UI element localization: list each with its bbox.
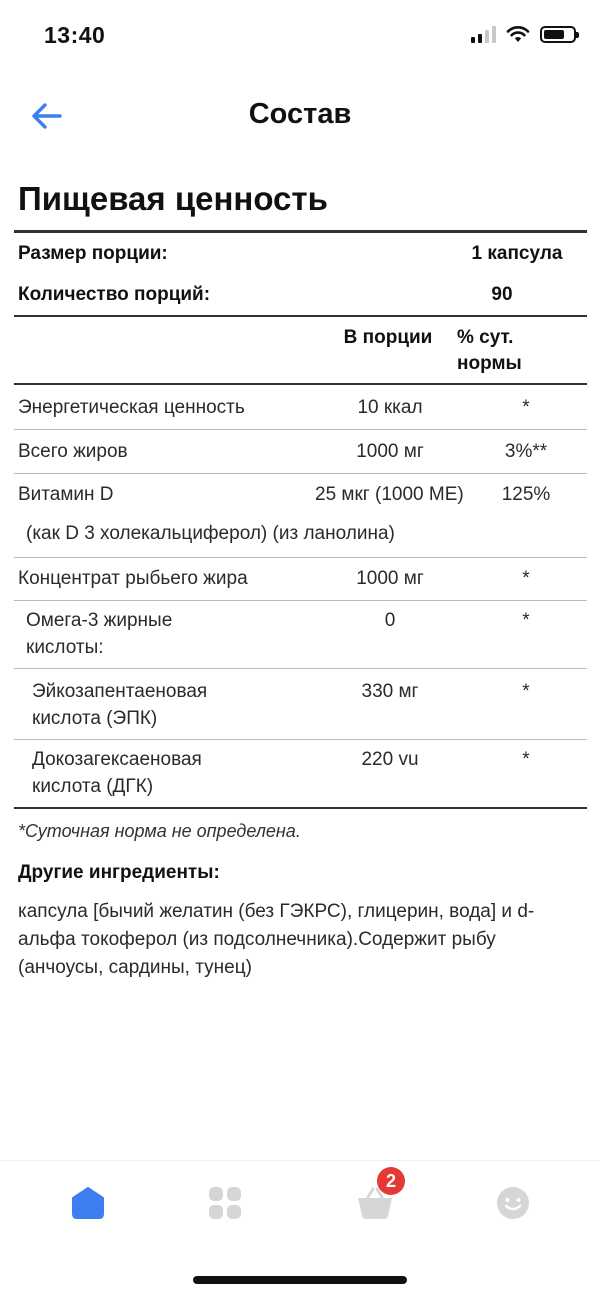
footnote: *Суточная норма не определена.: [18, 821, 301, 841]
table-row: [14, 601, 587, 668]
status-bar: [0, 0, 600, 72]
status-time: 13:40: [44, 22, 106, 48]
column-per-serving: В порции: [343, 327, 433, 348]
nutrient-name: Омега-3 жирные кислоты:: [26, 610, 173, 658]
serving-size-row: [14, 233, 587, 274]
tab-bar: [0, 1160, 600, 1246]
nutrient-amount: 0: [384, 610, 396, 631]
nutrient-amount: 330 мг: [361, 681, 419, 702]
profile-icon: [495, 1185, 531, 1221]
serving-size-value: 1 капсула: [471, 242, 563, 264]
table-row: [14, 474, 587, 508]
servings-count-value: 90: [491, 283, 513, 305]
nutrient-daily-value: 125%: [501, 484, 551, 505]
nutrient-name: Энергетическая ценность: [18, 397, 245, 418]
header: [0, 90, 600, 142]
nutrient-amount: 1000 мг: [356, 441, 424, 462]
cart-badge: 2: [377, 1167, 405, 1195]
home-icon: [70, 1185, 106, 1221]
nutrient-amount: 10 ккал: [357, 397, 423, 418]
nutrient-daily-value: *: [522, 568, 530, 589]
other-ingredients-text: капсула [бычий желатин (без ГЭКРС), глицерин, вода] и d-альфа токоферол (из подсолнечника).Содержит рыбу (анчоусы, сардины, тунец): [18, 901, 535, 978]
servings-count-label: Количество порций:: [18, 283, 211, 305]
table-row: [14, 430, 587, 473]
column-daily-value: % сут. нормы: [457, 327, 522, 374]
tab-home[interactable]: [66, 1181, 110, 1225]
section-title: Пищевая ценность: [18, 180, 328, 217]
nutrient-name: Докозагексаеновая кислота (ДГК): [32, 749, 202, 797]
tab-cart[interactable]: [353, 1170, 397, 1225]
page-title: Состав: [248, 98, 352, 130]
servings-count-row: [14, 274, 587, 315]
catalog-icon: [207, 1185, 243, 1221]
table-row: [14, 740, 587, 807]
nutrient-amount: 25 мкг (1000 МЕ): [315, 484, 464, 505]
nutrient-name: Эйкозапентаеновая кислота (ЭПК): [32, 681, 208, 729]
table-row: [14, 558, 587, 600]
other-ingredients-title: Другие ингредиенты:: [18, 862, 220, 883]
battery-icon: [540, 26, 576, 43]
nutrient-amount: 220 vu: [361, 749, 419, 770]
nutrient-name: Концентрат рыбьего жира: [18, 568, 248, 589]
wifi-icon: [506, 25, 530, 43]
table-row: [14, 385, 587, 429]
nutrient-daily-value: *: [522, 749, 530, 770]
nutrient-daily-value: 3%**: [504, 441, 548, 462]
table-header: [14, 317, 587, 383]
nutrient-name: Всего жиров: [18, 441, 128, 462]
vitamin-d-note: (как D 3 холекальциферол) (из ланолина): [26, 523, 395, 544]
tab-profile[interactable]: [491, 1181, 535, 1225]
cellular-signal-icon: [471, 25, 496, 43]
status-icons: [471, 25, 576, 43]
table-row: [14, 669, 587, 739]
nutrient-daily-value: *: [522, 681, 530, 702]
home-indicator: [193, 1276, 407, 1284]
nutrient-daily-value: *: [522, 397, 530, 418]
nutrient-name: Витамин D: [18, 484, 114, 505]
nutrient-amount: 1000 мг: [356, 568, 424, 589]
nutrient-daily-value: *: [522, 610, 530, 631]
serving-size-label: Размер порции:: [18, 242, 168, 264]
nutrition-facts: [14, 180, 587, 982]
tab-catalog[interactable]: [203, 1181, 247, 1225]
